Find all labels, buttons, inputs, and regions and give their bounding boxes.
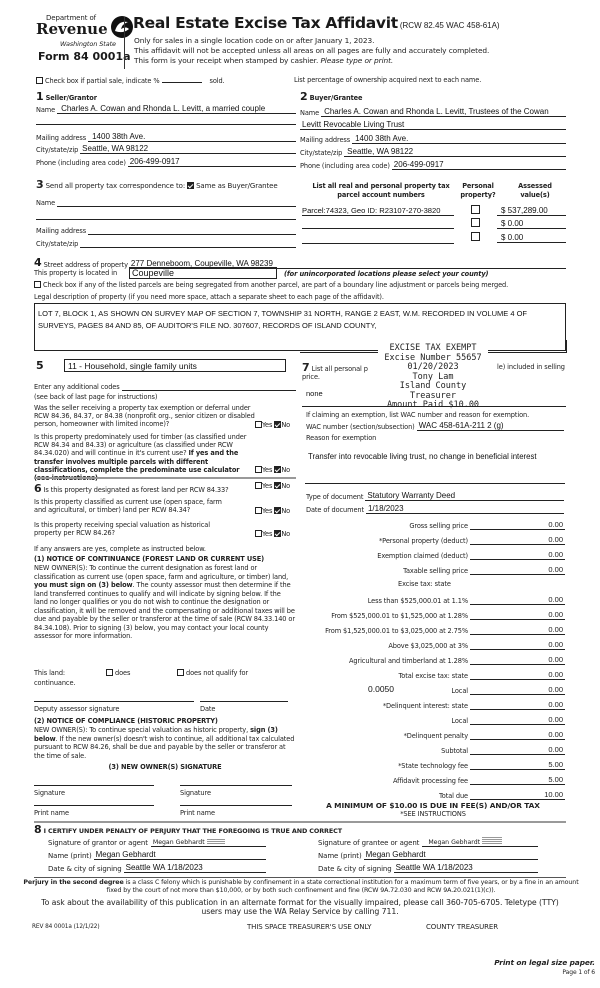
deputy-date-field[interactable] [200, 701, 288, 702]
section7-number: 7 [302, 361, 310, 374]
digital-signature-stamp-icon [207, 839, 225, 844]
calc-label: Local [451, 717, 468, 725]
grantee-date-label: Date & city of signing [318, 865, 392, 873]
header-line3-italic: Please type or print. [320, 56, 394, 65]
parcel-col-header: List all real and personal property tax parcel account numbers [312, 182, 450, 199]
calc-label: Gross selling price [409, 522, 468, 530]
yes-label: Yes [262, 482, 273, 490]
digital-signature-stamp-icon [482, 837, 502, 844]
partial-sale-row [36, 76, 225, 85]
does-not-option [177, 669, 248, 677]
grantee-signature-text: Megan Gebhardt [428, 839, 481, 846]
calc-value-field[interactable]: 5.00 [470, 775, 565, 785]
notice1-text-b: . The county assessor must then determine if the land transferred continues to qualify and will indicate by signing below. If the land no longer qualifies or you do not wish to continue the designation or classification, it will be removed and the compensating or additional taxes will be due and payable by the seller or transferor at the time of sale (RCW 84.33.140 or 84.34.108). Prior to signing (3) below, you may contact your local county assessor for more information. [34, 581, 295, 640]
calc-local [300, 683, 565, 695]
owner-signature-label-1: Signature [34, 789, 65, 797]
section7-label-text-a: List all personal p [311, 365, 368, 373]
parcel-number-field-3[interactable] [302, 243, 454, 244]
buyer-city-field[interactable]: Seattle, WA 98122 [344, 147, 566, 157]
deputy-date-label: Date [200, 705, 216, 713]
does-not-qualify-checkbox[interactable] [177, 669, 184, 676]
grantor-date-row [48, 863, 266, 873]
notice2-title: (2) NOTICE OF COMPLIANCE (HISTORIC PROPERTY) [34, 717, 218, 725]
calc-label: Agricultural and timberland at 1.28% [348, 657, 468, 665]
grantor-date-field[interactable]: Seattle WA 1/18/2023 [124, 863, 266, 873]
page-number: Page 1 of 6 [562, 969, 595, 976]
exemption-no-checkbox[interactable] [274, 421, 281, 428]
calc-value-field[interactable]: 0.00 [470, 655, 565, 665]
grantee-signature-field[interactable] [422, 837, 538, 847]
doc-type-label: Type of document [306, 493, 364, 501]
buyer-phone-field[interactable]: 206-499-0917 [392, 160, 566, 170]
seller-mailing-row [36, 132, 296, 142]
yes-label: Yes [262, 466, 273, 474]
grantee-name-row [318, 850, 538, 860]
calc-delinquent-interest-local [300, 713, 565, 725]
seller-name-label: Name [36, 106, 56, 114]
calc-delinquent-interest-state [300, 698, 565, 710]
calc-delinquent-penalty [300, 728, 565, 740]
notice3-title: (3) NEW OWNER(S) SIGNATURE [108, 763, 222, 771]
deputy-signature-field[interactable] [34, 701, 194, 702]
treasurer-use-label: THIS SPACE TREASURER'S USE ONLY [247, 923, 372, 931]
ownership-note: List percentage of ownership acquired next to each name. [294, 76, 482, 84]
calc-label: Exemption claimed (deduct) [377, 552, 468, 560]
perjury-notice [22, 879, 580, 895]
buyer-mailing-row [300, 134, 566, 144]
assessed-value-field-2[interactable]: $ 0.00 [497, 219, 566, 229]
treasurer-stamp [378, 344, 488, 411]
perjury-text: is a class C felony which is punishable by confinement in a state correctional institution for a maximum term of five years, or by a fine in an amount fixed by the court of not more than $10,000, or by both such confinement and fine (RCW 9A.72.030 and RCW 9A.20.021(1)(c)). [106, 879, 579, 894]
calc-gross-selling-price [300, 518, 565, 530]
calc-label: *Delinquent interest: state [382, 702, 468, 710]
timber-question-bold: If yes and the transfer involves multiple parcels with different classifications, complete the predominate use calculator (see instructions) [34, 449, 240, 483]
owner-print-label-1: Print name [34, 809, 69, 817]
exemption-yes-checkbox[interactable] [255, 421, 262, 428]
calc-value-field[interactable]: 0.00 [470, 610, 565, 620]
grantor-name-label: Name (print) [48, 852, 92, 860]
assessed-col-header: Assessed value(s) [518, 182, 552, 199]
notice2-text-b: . If the new owner(s) doesn't wish to continue, all additional tax calculated pursuant to RCW 84.26, shall be due and payable by the seller or transferor at the time of sale. [34, 734, 295, 760]
calc-label: Affidavit processing fee [392, 777, 468, 785]
title-text: Real Estate Excise Tax Affidavit [133, 14, 398, 32]
calc-value-field[interactable]: 0.00 [470, 520, 565, 530]
notice2-text-a: NEW OWNER(S): To continue special valuation as historic property, [34, 726, 249, 734]
section2-title: Buyer/Grantee [309, 94, 363, 102]
section2-heading [300, 90, 362, 103]
personal-checkbox-1[interactable] [471, 205, 480, 214]
reason-line2[interactable] [305, 483, 565, 484]
forest-question [34, 482, 229, 495]
calc-value-field[interactable]: 0.00 [470, 535, 565, 545]
calc-label: Total excise tax: state [398, 672, 468, 680]
no-label: No [281, 421, 291, 429]
notice1-bold: you must sign on (3) below [34, 581, 133, 589]
grantor-signature-label: Signature of grantor or agent [48, 839, 148, 847]
timber-yes-checkbox[interactable] [255, 466, 262, 473]
seller-city-row [36, 144, 296, 154]
calc-label: From $1,525,000.01 to $3,025,000 at 2.75% [325, 627, 468, 635]
calc-label: *Delinquent penalty [403, 732, 468, 740]
dor-swirl-icon [108, 14, 136, 40]
page-title [133, 14, 500, 32]
parcel-number-field-2[interactable] [302, 228, 454, 229]
section7-divider [302, 406, 566, 407]
yes-label: Yes [262, 530, 273, 538]
calc-affidavit-processing-fee [300, 773, 565, 785]
see-instructions-note: *SEE INSTRUCTIONS [400, 810, 466, 818]
buyer-name-label: Name [300, 109, 320, 117]
calc-label: Local [451, 687, 468, 695]
reason-field[interactable]: Transfer into revocable living trust, no change in beneficial interest [308, 452, 537, 461]
current-use-question: Is this property classified as current use (open space, farm and agricultural, or timber) land per RCW 84.34? [34, 498, 222, 515]
section8-heading [34, 823, 342, 836]
buyer-city-row [300, 147, 566, 157]
seller-name-field[interactable]: Charles A. Cowan and Rhonda L. Levitt, a married couple [57, 104, 296, 114]
alt-format-notice: To ask about the availability of this publication in an alternate format for the visually impaired, please call 360-705-6705. Teletype (TTY) users may use the WA Relay Service by calling 711. [41, 898, 559, 916]
doc-date-row [306, 504, 564, 514]
does-qualify-checkbox[interactable] [106, 669, 113, 676]
calc-label: *Personal property (deduct) [378, 537, 468, 545]
owner-signature-field-2[interactable] [180, 785, 292, 786]
section1-title: Seller/Grantor [45, 94, 97, 102]
calc-agricultural [300, 653, 565, 665]
assessed-value-field-1[interactable]: $ 537,289.00 [497, 206, 566, 216]
grantor-signature-field[interactable] [151, 837, 266, 847]
forest-question-text: Is this property designated as forest land per RCW 84.33? [43, 486, 229, 494]
notice1-body [34, 564, 296, 641]
calc-tier-4 [300, 638, 565, 650]
calc-value-field[interactable]: 0.00 [470, 595, 565, 605]
seller-mailing-field[interactable]: 1400 38th Ave. [88, 132, 296, 142]
timber-question-text: Is this property predominately used for timber (as classified under RCW 84.34 and 84.33) or agriculture (as classified under RCW 84.34.020) and will continue in it's current use? [34, 433, 247, 458]
calc-value-field[interactable]: 0.00 [470, 745, 565, 755]
legal-description-label: Legal description of property (if you need more space, attach a separate sheet to each page of the affidavit). [34, 293, 384, 301]
buyer-phone-row [300, 160, 566, 170]
stamp-excise-number: Excise Number 55657 [384, 352, 482, 363]
owner-signature-label-2: Signature [180, 789, 211, 797]
section7-label-text-c: price. [302, 373, 320, 381]
seller-phone-label: Phone (including area code) [36, 159, 126, 167]
stamp-exempt: EXCISE TAX EXEMPT [389, 343, 477, 353]
section5-number: 5 [36, 359, 44, 372]
wac-field[interactable]: WAC 458-61A-211 2 (g) [417, 421, 564, 431]
q-exemption-answers [255, 421, 290, 429]
notice2-body [34, 726, 296, 760]
deputy-signature-label: Deputy assessor signature [34, 705, 120, 713]
calc-tier-2 [300, 608, 565, 620]
county-treasurer-label: COUNTY TREASURER [426, 923, 499, 931]
header-line1: Only for sales in a single location code on or after January 1, 2023. [134, 36, 375, 45]
owner-print-field-1[interactable] [34, 805, 154, 806]
additional-codes-label: Enter any additional codes [34, 383, 120, 391]
parcel-number-field-1[interactable]: Parcel:74323, Geo ID: R23107-270-3820 [302, 206, 454, 216]
legal-description-text: LOT 7, BLOCK 1, AS SHOWN ON SURVEY MAP OF SECTION 7, TOWNSHIP 31 NORTH, RANGE 2 EAST, W.M. RECORDED IN VOLUME 4 OF SURVEYS, PAGES 84 AND 85, OF AUDITOR'S FILE NO. 307607, RECORDS OF ISLAND COUNTY, [38, 309, 528, 330]
no-label: No [281, 530, 291, 538]
same-as-buyer-label: Same as Buyer/Grantee [196, 182, 278, 190]
historical-question: Is this property receiving special valuation as historical property per RCW 84.26? [34, 521, 210, 538]
grantor-signature-row [48, 837, 266, 847]
doc-type-field[interactable]: Statutory Warranty Deed [365, 491, 564, 501]
correspondence-mailing-label: Mailing address [36, 227, 87, 235]
does-not-label: does not qualify for [186, 669, 249, 677]
street-address-field[interactable]: 277 Denneboom, Coupeville, WA 98239 [130, 259, 566, 269]
owner-print-field-2[interactable] [180, 805, 292, 806]
use-code-value: 11 - Household, single family units [68, 361, 197, 371]
perjury-bold: Perjury in the second degree [23, 879, 124, 886]
seller-name-row [36, 104, 296, 114]
seller-name-line2[interactable] [36, 124, 296, 125]
yes-label: Yes [262, 421, 273, 429]
section8-number: 8 [34, 823, 42, 836]
buyer-mailing-label: Mailing address [300, 136, 351, 144]
doc-date-field[interactable]: 1/18/2023 [366, 504, 564, 514]
section1-number: 1 [36, 90, 44, 103]
reason-label: Reason for exemption [306, 434, 377, 442]
q-current-use-answers [255, 507, 290, 515]
seller-phone-row [36, 157, 296, 167]
timber-question [34, 433, 252, 482]
located-in-select[interactable] [129, 267, 277, 279]
street-address-label: Street address of property [43, 261, 128, 269]
street-address-row [34, 256, 566, 269]
buyer-name-line2-field[interactable]: Levitt Revocable Living Trust [300, 120, 566, 130]
calc-value-field[interactable]: 0.00 [470, 715, 565, 725]
correspondence-name-line2[interactable] [36, 219, 296, 220]
stamp-date: 01/20/2023 [407, 362, 459, 372]
logo-state: Washington State [60, 40, 116, 48]
correspondence-name-label: Name [36, 199, 56, 207]
calc-value-field[interactable]: 5.00 [470, 760, 565, 770]
notice1-title: (1) NOTICE OF CONTINUANCE (FOREST LAND OR CURRENT USE) [34, 555, 265, 563]
calc-total-due [300, 788, 565, 800]
doc-date-label: Date of document [306, 506, 364, 514]
does-option [106, 669, 130, 677]
section3-number: 3 [36, 178, 44, 191]
section3-heading [36, 178, 278, 191]
calc-exemption-claimed [300, 548, 565, 560]
calc-value-field[interactable]: 10.00 [470, 790, 565, 800]
exemption-note: If claiming an exemption, list WAC number and reason for exemption. [306, 411, 530, 419]
correspondence-mailing-field[interactable] [88, 227, 296, 235]
unincorporated-note: (for unincorporated locations please select your county) [284, 270, 489, 278]
partial-sale-sold-label: sold. [209, 77, 225, 85]
section1-heading [36, 90, 97, 103]
doc-type-row [306, 491, 564, 501]
section7-right-line [566, 340, 567, 353]
calc-excise-state-heading: Excise tax: state [398, 580, 451, 588]
calc-total-excise-state [300, 668, 565, 680]
segregated-label: Check box if any of the listed parcels are being segregated from another parcel, are part of a boundary line adjustment or parcels being merged. [43, 281, 509, 289]
current-use-yes-checkbox[interactable] [255, 507, 262, 514]
timber-no-checkbox[interactable] [274, 466, 281, 473]
calc-label: Above $3,025,000 at 3% [388, 642, 468, 650]
calc-value-field[interactable]: 0.00 [470, 700, 565, 710]
exemption-deferral-question: Was the seller receiving a property tax exemption or deferral under RCW 84.36, 84.37, or 84.38 (nonprofit org., senior citizen or disabled person, homeowner with limited income)? [34, 404, 255, 429]
personal-checkbox-2[interactable] [471, 218, 480, 227]
no-label: No [281, 507, 291, 515]
q-historical-answers [255, 530, 290, 538]
same-as-buyer-checkbox[interactable] [187, 182, 194, 189]
q-forest-answers [255, 482, 290, 490]
grantor-name-field[interactable]: Megan Gebhardt [94, 850, 266, 860]
buyer-name-row [300, 107, 566, 117]
calc-value-field[interactable]: 0.00 [470, 640, 565, 650]
notice1-text-a: NEW OWNER(S): To continue the current designation as forest land or classification as current use (open space, farm and agriculture, or timber) land, [34, 564, 289, 581]
stamp-amount-paid: Amount Paid $10.00 [386, 400, 480, 410]
calc-label: Taxable selling price [403, 567, 468, 575]
calc-label: Less than $525,000.01 at 1.1% [367, 597, 468, 605]
dor-logo [36, 14, 136, 70]
title-ref: (RCW 82.45 WAC 458-61A) [399, 21, 500, 30]
this-land-label: This land: [34, 669, 66, 677]
form-number: Form 84 0001a [38, 50, 131, 63]
additional-codes-row [34, 383, 296, 391]
grantee-name-label: Name (print) [318, 852, 362, 860]
calc-state-technology-fee [300, 758, 565, 770]
buyer-mailing-field[interactable]: 1400 38th Ave. [352, 134, 566, 144]
header-line3 [134, 56, 393, 65]
calc-value-field[interactable]: 0.00 [470, 565, 565, 575]
notice2-bold: sign (3) below [34, 726, 278, 743]
partial-sale-checkbox[interactable] [36, 77, 43, 84]
calc-value-field[interactable]: 0.00 [470, 550, 565, 560]
section5-divider [34, 477, 296, 479]
calc-personal-property [300, 533, 565, 545]
current-use-no-checkbox[interactable] [274, 507, 281, 514]
section3-label: Send all property tax correspondence to: [45, 182, 186, 190]
personal-checkbox-3[interactable] [471, 232, 480, 241]
stamp-county: Island County Treasurer [399, 381, 467, 401]
calc-label: Total due [438, 792, 468, 800]
section8-title: I CERTIFY UNDER PENALTY OF PERJURY THAT THE FOREGOING IS TRUE AND CORRECT [43, 827, 342, 835]
partial-sale-percent-field[interactable] [162, 76, 202, 83]
stamp-treasurer-name: Tony Lam [412, 371, 454, 382]
logo-dept-of: Department of [46, 14, 97, 22]
q-timber-answers [255, 466, 290, 474]
located-in-value: Coupeville [132, 268, 175, 278]
wac-row [306, 421, 564, 431]
additional-codes-field[interactable] [122, 384, 296, 391]
historical-yes-checkbox[interactable] [255, 530, 262, 537]
header-divider [124, 17, 125, 69]
continuance-label: continuance. [34, 679, 76, 687]
grantee-date-row [318, 863, 538, 873]
calc-value-field[interactable]: 0.00 [470, 670, 565, 680]
no-label: No [281, 466, 291, 474]
buyer-city-label: City/state/zip [300, 149, 343, 157]
calc-subtotal [300, 743, 565, 755]
buyer-name-field[interactable]: Charles A. Cowan and Rhonda L. Levitt, Trustees of the Cowan [321, 107, 566, 117]
seller-city-field[interactable]: Seattle, WA 98122 [80, 144, 296, 154]
forest-no-checkbox[interactable] [274, 482, 281, 489]
grantor-name-row [48, 850, 266, 860]
yes-label: Yes [262, 507, 273, 515]
segregated-row [34, 281, 508, 289]
segregated-checkbox[interactable] [34, 281, 41, 288]
grantee-date-field[interactable]: Seattle WA 1/18/2023 [394, 863, 538, 873]
seller-phone-field[interactable]: 206-499-0917 [128, 157, 296, 167]
grantee-signature-row [318, 837, 538, 847]
partial-sale-label: Check box if partial sale, indicate % [45, 77, 160, 85]
correspondence-name-field[interactable] [57, 199, 296, 207]
wac-label: WAC number (section/subsection) [306, 423, 415, 431]
calc-tier-1 [300, 593, 565, 605]
located-in-label: This property is located in [34, 269, 118, 277]
calc-value-field[interactable]: 0.00 [470, 625, 565, 635]
print-legal-note: Print on legal size paper. [494, 958, 595, 967]
grantee-name-field[interactable]: Megan Gebhardt [364, 850, 538, 860]
calc-label: Subtotal [441, 747, 468, 755]
seller-city-label: City/state/zip [36, 146, 79, 154]
local-rate-value: 0.0050 [368, 684, 394, 694]
grantor-date-label: Date & city of signing [48, 865, 122, 873]
correspondence-city-row [36, 240, 296, 248]
buyer-phone-label: Phone (including area code) [300, 162, 390, 170]
owner-signature-field-1[interactable] [34, 785, 154, 786]
rev-number: REV 84 0001a (12/1/22) [32, 924, 100, 930]
correspondence-city-field[interactable] [80, 240, 296, 248]
calc-value-field[interactable]: 0.00 [470, 685, 565, 695]
correspondence-name-row [36, 199, 296, 207]
grantee-signature-label: Signature of grantee or agent [318, 839, 420, 847]
correspondence-city-label: City/state/zip [36, 240, 79, 248]
use-code-select[interactable] [64, 359, 286, 372]
does-label: does [115, 669, 131, 677]
no-label: No [281, 482, 291, 490]
section7-label-text-b: le) included in selling [497, 363, 565, 371]
calc-tier-3 [300, 623, 565, 635]
additional-codes-note: (see back of last page for instructions) [34, 393, 158, 401]
calc-value-field[interactable]: 0.00 [470, 730, 565, 740]
historical-no-checkbox[interactable] [274, 530, 281, 537]
section8-bottom-line [34, 877, 566, 878]
calc-label: From $525,000.01 to $1,525,000 at 1.28% [331, 612, 468, 620]
forest-yes-checkbox[interactable] [255, 482, 262, 489]
section2-number: 2 [300, 90, 308, 103]
logo-revenue: Revenue [36, 20, 108, 38]
personal-property-list-field[interactable]: none [306, 389, 323, 398]
grantor-signature-text: Megan Gebhardt [152, 839, 205, 846]
seller-mailing-label: Mailing address [36, 134, 87, 142]
header-line2: This affidavit will not be accepted unless all areas on all pages are fully and accurately completed. [134, 46, 490, 55]
owner-print-label-2: Print name [180, 809, 215, 817]
section4-number: 4 [34, 256, 42, 269]
section6-number: 6 [34, 482, 42, 495]
header-line3-text: This form is your receipt when stamped by cashier. [134, 56, 319, 65]
calc-taxable-selling-price [300, 563, 565, 575]
answers-yes-note: If any answers are yes, complete as instructed below. [34, 545, 206, 553]
personal-col-header: Personal property? [460, 182, 496, 199]
minimum-due-note: A MINIMUM OF $10.00 IS DUE IN FEE(S) AND/OR TAX [326, 801, 540, 810]
correspondence-mailing-row [36, 227, 296, 235]
assessed-value-field-3[interactable]: $ 0.00 [497, 233, 566, 243]
calc-label: *State technology fee [398, 762, 468, 770]
